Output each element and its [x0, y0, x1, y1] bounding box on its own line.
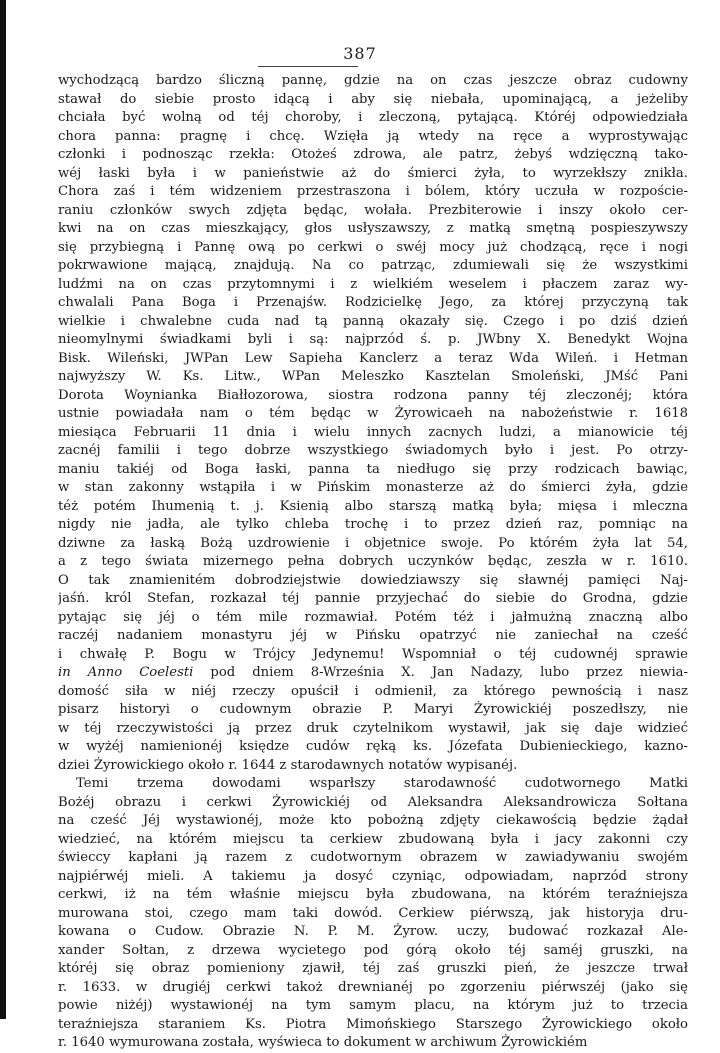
text-line: wychodzącą bardzo śliczną pannę, gdzie na on czas jeszcze obraz cudowny: [58, 73, 688, 88]
text-line: teraźniejsza staraniem Ks. Piotra Mimońskiego Starszego Żyrowickiego około: [58, 1016, 688, 1032]
text-line: téż potém Ihumenią t. j. Ksienią albo starszą matką była; mięsa i mleczna: [58, 498, 688, 514]
text-line: Temi trzema dowodami wsparłszy starodawność cudotwornego Matki: [76, 776, 688, 791]
text-line: chwalali Pana Boga i Przenajśw. Rodzicielkę Jego, za której przyczyną tak: [58, 295, 688, 310]
text-line: Dorota Woynianka Białłozorowa, siostra rodzona panny téj zleczonéj; która: [58, 387, 688, 403]
text-line: maniu takiéj od Boga łaski, panna ta niedługo się przy rodzicach bawiąc,: [58, 461, 688, 477]
text-line: stawał do siebie prosto idącą i aby się niebała, upominającą, a jeżeliby: [58, 91, 688, 107]
text-line: O tak znamienitém dobrodziejstwie dowiedziawszy się sławnéj pamięci Naj-: [58, 572, 688, 588]
scan-left-edge: [0, 0, 6, 1019]
text-line: pytając się jéj o tém mile rozmawiał. Potém téż i jałmużną znaczną albo: [58, 609, 688, 625]
text-line: w stan zakonny wstąpiła i w Pińskim monasterze aż do śmierci żyła, gdzie: [58, 480, 688, 495]
text-line: zacnéj familii i tego dobrze wszystkiego świadomych było i jest. Po otrzy-: [58, 443, 688, 458]
header-rule: [258, 66, 358, 67]
text-line: Bożéj obrazu i cerkwi Żyrowickiéj od Aleksandra Aleksandrowicza Sołtana: [58, 794, 688, 810]
text-line: nieomylnymi świadkami byli i są: najprzód ś. p. JWbny X. Benedykt Wojna: [58, 332, 688, 347]
text-line: w téj rzeczywistości ją przez druk czytelnikom wystawił, jak się daje widzieć: [58, 720, 688, 736]
page-number: 387: [343, 44, 377, 63]
text-line: chora panna: pragnę i chcę. Wzięła ją wtedy na ręce a wyprostywając: [58, 128, 688, 144]
text-line: któréj się obraz pomieniony zjawił, téj zaś gruszki pień, że jeszcze trwał: [58, 961, 688, 976]
text-line: wéj łaski była i w panieństwie aż do śmierci żyła, to wyrzekłszy znikła.: [58, 165, 688, 181]
text-line: i chwałę P. Bogu w Trójcy Jedynemu! Wspomniał o téj cudownéj sprawie: [58, 646, 688, 662]
text-line: dziei Żyrowickiego około r. 1644 z starodawnych notatów wypisanéj.: [58, 757, 518, 773]
text-line: Bisk. Wileński, JWPan Lew Sapieha Kanclerz a teraz Wda Wileń. i Hetman: [58, 350, 688, 366]
text-line: raczéj nadaniem monastyru jéj w Pińsku opatrzyć nie zaniechał na cześć: [58, 628, 688, 643]
text-line: chciała być wolną od téj choroby, i zleczoną, pytającą. Któréj odpowiedziała: [58, 110, 688, 125]
text-line: członki i podnosząc rzekła: Otożeś zdrowa, ale patrz, żebyś wdzięczną tako-: [58, 147, 688, 162]
text-line: pokrwawione mającą, znajdują. Na co patrząc, zdumiewali się że wszystkimi: [58, 258, 688, 273]
text-line: cerkwi, iż na tém właśnie miejscu była zbudowana, na którém teraźniejsza: [58, 887, 688, 902]
text-line: pisarz historyi o cudownym obrazie P. Maryi Żyrowickiéj poszedłszy, nie: [58, 702, 688, 717]
text-line: domość siła w niéj rzeczy opuścił i odmienił, za którego pewnością i nasz: [58, 683, 688, 699]
text-line: r. 1633. w drugiéj cerkwi takoż drewnianéj po zgorzeniu piérwszéj (jako się: [58, 979, 688, 995]
text-line: kowana o Cudow. Obrazie N. P. M. Żyrow. uczy, budować rozkazał Ale-: [58, 924, 688, 939]
text-line: powie niżéj) wystawionéj na tym samym placu, na którym już to trzecia: [58, 998, 688, 1013]
text-line: in Anno Coelesti pod dniem 8-Września X. Jan Nadazy, lubo przez niewia-: [58, 665, 688, 680]
text-line: jaśń. król Stefan, rozkazał téj pannie przyjechać do siebie do Grodna, gdzie: [58, 591, 688, 606]
text-line: się przybiegną i Pannę ową po cerkwi o swéj mocy już chodzącą, ręce i nogi: [58, 239, 688, 255]
text-line: nigdy nie jadła, ale tylko chleba trochę i to przez dzień raz, pomniąc na: [58, 517, 688, 532]
text-line: murowana stoi, czego mam taki dowód. Cerkiew piérwszą, jak historyja dru-: [58, 905, 688, 921]
text-line: na cześć Jéj wystawionéj, może kto pobożną zdjęty ciekawością będzie żądał: [58, 813, 688, 828]
text-line: najwyższy W. Ks. Litw., WPan Meleszko Kasztelan Smoleński, JMść Pani: [58, 369, 688, 384]
text-line: r. 1640 wymurowana została, wyświeca to dokument w archiwum Żyrowickiém: [58, 1035, 588, 1050]
body-text: [58, 72, 688, 1053]
text-line: a z tego świata mizernego pełna dobrych uczynków będąc, zeszła w r. 1610.: [58, 554, 688, 569]
text-line: raniu członków swych zdjęta będąc, wołała. Prezbiterowie i inszy około cer-: [58, 202, 688, 218]
text-line: kwi na on czas mieszkający, głos usłyszawszy, z matką smętną pospieszywszy: [58, 221, 688, 236]
text-line: wielkie i chwalebne cuda nad tą panną okazały się. Czego i po dziś dzień: [58, 313, 688, 329]
text-line: najpiérwéj mieli. A takiemu ja dosyć czyniąc, odpowiadam, naprzód strony: [58, 868, 688, 884]
text-line: Chora zaś i tém widzeniem przestraszona i bólem, który uczuła w rozpoście-: [58, 184, 688, 199]
text-line: xander Sołtan, z drzewa wycietego pod górą około téj saméj gruszki, na: [58, 942, 688, 958]
text-line: ludźmi na on czas przytomnymi i z wielkiém weselem i płaczem zaraz wy-: [58, 276, 688, 292]
text-line: świeccy kapłani ją razem z cudotwornym obrazem w zawiadywaniu swojém: [58, 850, 688, 865]
text-line: dziwne za łaską Bożą uzdrowienie i objetnice swoje. Po którém żyła lat 54,: [58, 535, 688, 551]
text-line: ustnie powiadała nam o tém będąc w Żyrowicaeh na nabożeństwie r. 1618: [58, 406, 688, 421]
text-line: w wyżéj namienionéj księdze cudów ręką ks. Józefata Dubienieckiego, kazno-: [58, 739, 688, 754]
text-line: wiedzieć, na którém miejscu ta cerkiew zbudowaną była i jacy zakonni czy: [58, 831, 688, 847]
italic-title: in Anno Coelesti: [58, 665, 194, 680]
text-line: miesiąca Februarii 11 dnia i wielu innych zacnych ludzi, a mianowicie téj: [58, 424, 688, 440]
